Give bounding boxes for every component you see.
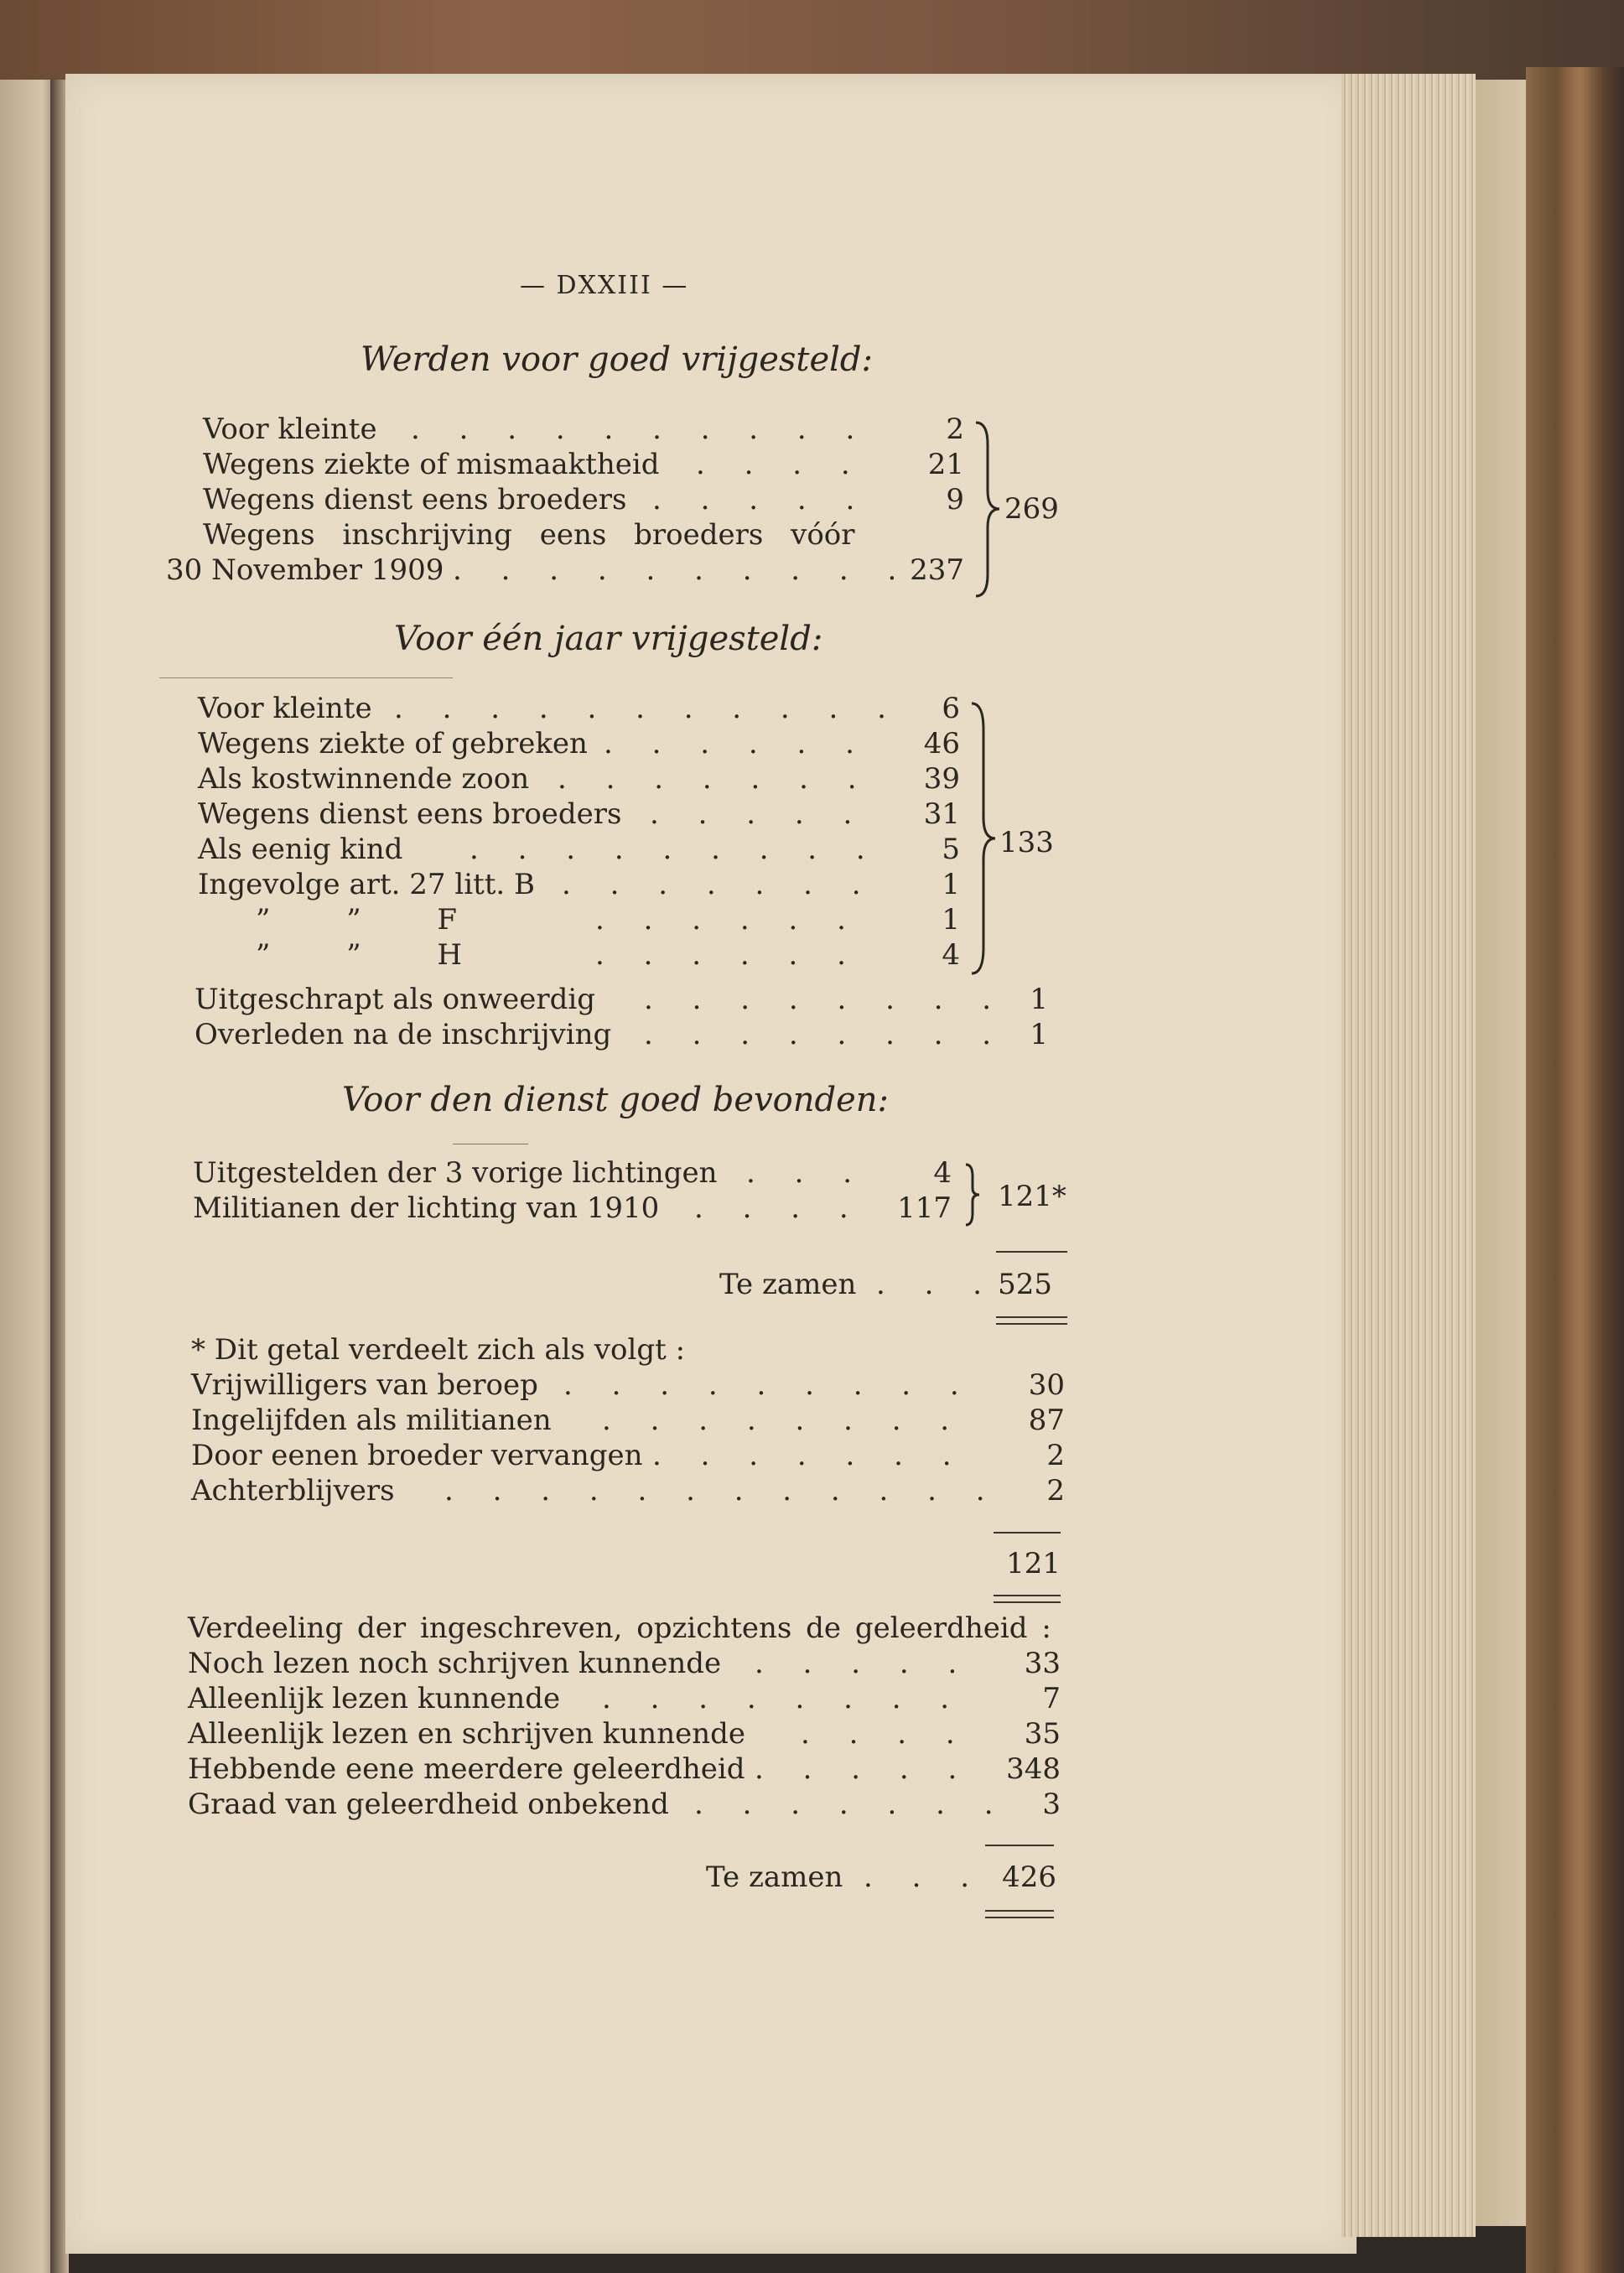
s4-intro: * Dit getal verdeelt zich als volgt : (191, 1333, 686, 1367)
s4-row3-dots: . . . . . . . . . . . . (444, 1474, 1000, 1508)
s5-row4-label: Graad van geleerdheid onbekend (188, 1788, 669, 1821)
s4-row2-dots: . . . . . . . (652, 1439, 967, 1472)
s5-row1-dots: . . . . . . . . (602, 1682, 965, 1715)
s2-row6-label: ” ” F (256, 903, 457, 937)
s5-row0-value: 33 (1024, 1647, 1061, 1680)
s2-row7-value: 4 (942, 938, 960, 972)
s5-sum-double-rule (985, 1910, 1054, 1918)
s3-sum-double-rule (996, 1316, 1067, 1325)
s1-total: 269 (1004, 492, 1059, 526)
s1-row3-label: Wegens inschrijving eens broeders vóór (203, 518, 855, 552)
s2-extra1-value: 1 (1030, 1018, 1048, 1051)
s5-row2-value: 35 (1024, 1717, 1061, 1751)
s2-row1-label: Wegens ziekte of gebreken (198, 727, 588, 760)
s1-brace (973, 419, 1006, 599)
s2-row1-value: 46 (923, 727, 960, 760)
s4-sum-rule (994, 1532, 1061, 1533)
s4-row3-label: Achterblijvers (191, 1474, 395, 1508)
s4-row1-value: 87 (1028, 1404, 1065, 1437)
s5-row2-label: Alleenlijk lezen en schrijven kunnende (188, 1717, 745, 1751)
s2-row7-label: ” ” H (256, 938, 463, 972)
s2-row2-label: Als kostwinnende zoon (198, 762, 530, 796)
s2-row6-value: 1 (942, 903, 960, 937)
s2-row2-value: 39 (923, 762, 960, 796)
s5-sum-rule (985, 1845, 1054, 1846)
section2-rule (159, 677, 453, 678)
s2-row5-value: 1 (942, 868, 960, 901)
s4-row0-label: Vrijwilligers van beroep (191, 1368, 538, 1402)
s5-row0-dots: . . . . . (755, 1647, 973, 1680)
page-edges (1341, 74, 1476, 2237)
s5-sum-value: 426 (1002, 1860, 1056, 1894)
s1-row2-dots: . . . . . (652, 483, 870, 516)
s2-total: 133 (999, 826, 1054, 859)
s3-row1-value: 117 (897, 1191, 952, 1225)
s1-row4-dots: . . . . . . . . . . (453, 553, 912, 587)
s3-row0-label: Uitgestelden der 3 vorige lichtingen (193, 1156, 718, 1190)
s1-row2-label: Wegens dienst eens broeders (203, 483, 627, 516)
s3-row1-label: Militianen der lichting van 1910 (193, 1191, 660, 1225)
s1-row1-value: 21 (927, 448, 964, 481)
s2-row0-value: 6 (942, 692, 960, 725)
s2-row1-dots: . . . . . . (604, 727, 869, 760)
s5-sum-label: Te zamen (706, 1860, 843, 1894)
s3-sum-rule (996, 1251, 1067, 1253)
s2-row0-label: Voor kleinte (198, 692, 372, 725)
s4-row0-dots: . . . . . . . . . (563, 1368, 974, 1402)
page-number: — DXXIII — (520, 271, 689, 300)
s1-row1-label: Wegens ziekte of mismaaktheid (203, 448, 660, 481)
s2-row3-dots: . . . . . (650, 797, 868, 831)
s5-row3-label: Hebbende eene meerdere geleerdheid (188, 1752, 745, 1786)
s3-total: 121* (998, 1180, 1066, 1213)
section3-title: Voor den dienst goed bevonden: (342, 1081, 890, 1119)
s4-row2-value: 2 (1046, 1439, 1065, 1472)
s4-row0-value: 30 (1028, 1368, 1065, 1402)
s5-row4-dots: . . . . . . . (694, 1788, 1009, 1821)
s5-row0-label: Noch lezen noch schrijven kunnende (188, 1647, 722, 1680)
s2-row5-dots: . . . . . . . (562, 868, 876, 901)
s3-row0-value: 4 (933, 1156, 952, 1190)
s2-row4-value: 5 (942, 833, 960, 866)
section1-title: Werden voor goed vrijgesteld: (361, 340, 874, 379)
s3-sum-label: Te zamen (719, 1268, 857, 1301)
s2-row3-label: Wegens dienst eens broeders (198, 797, 622, 831)
s2-row3-value: 31 (923, 797, 960, 831)
s2-brace (968, 700, 1002, 977)
s3-sum-dots: . . . (876, 1268, 998, 1301)
s2-row6-dots: . . . . . . (595, 903, 861, 937)
s2-extra0-dots: . . . . . . . . (644, 983, 1007, 1016)
s1-row2-value: 9 (946, 483, 964, 516)
s4-double-rule (994, 1595, 1061, 1603)
s1-row4-value: 237 (910, 553, 964, 587)
s3-sum-value: 525 (998, 1268, 1052, 1301)
s5-row1-label: Alleenlijk lezen kunnende (188, 1682, 561, 1715)
s5-row3-value: 348 (1006, 1752, 1061, 1786)
s2-row4-label: Als eenig kind (198, 833, 403, 866)
s2-row2-dots: . . . . . . . (558, 762, 872, 796)
s3-row0-dots: . . . (746, 1156, 868, 1190)
s4-row1-dots: . . . . . . . . (602, 1404, 965, 1437)
s4-row3-value: 2 (1046, 1474, 1065, 1508)
s2-extra0-value: 1 (1030, 983, 1048, 1016)
section2-title: Voor één jaar vrijgesteld: (394, 620, 823, 658)
book-cover-right (1526, 67, 1624, 2273)
s4-total: 121 (1006, 1547, 1061, 1580)
s3-row1-dots: . . . . (694, 1191, 864, 1225)
s2-row5-label: Ingevolge art. 27 litt. B (198, 868, 536, 901)
s4-row1-label: Ingelijfden als militianen (191, 1404, 552, 1437)
s5-row4-value: 3 (1042, 1788, 1061, 1821)
s5-row2-dots: . . . . (801, 1717, 970, 1751)
s4-row2-label: Door eenen broeder vervangen (191, 1439, 643, 1472)
s1-row0-label: Voor kleinte (203, 413, 377, 446)
s1-row1-dots: . . . . (696, 448, 865, 481)
s5-sum-dots: . . . (864, 1860, 985, 1894)
s2-row7-dots: . . . . . . (595, 938, 861, 972)
s3-brace (962, 1161, 988, 1228)
book-cover-top (0, 0, 1624, 80)
s2-extra1-dots: . . . . . . . . (644, 1018, 1007, 1051)
s2-row4-dots: . . . . . . . . . (470, 833, 880, 866)
s5-row1-value: 7 (1042, 1682, 1061, 1715)
s2-row0-dots: . . . . . . . . . . . (394, 692, 901, 725)
s1-row0-value: 2 (946, 413, 964, 446)
s5-row3-dots: . . . . . (755, 1752, 973, 1786)
s5-intro: Verdeeling der ingeschreven, opzichtens de geleerdheid : (188, 1611, 1051, 1645)
s1-row0-dots: . . . . . . . . . . (411, 413, 870, 446)
s1-row4-label: 30 November 1909 (166, 553, 444, 587)
s2-extra1-label: Overleden na de inschrijving (195, 1018, 612, 1051)
s2-extra0-label: Uitgeschrapt als onweerdig (195, 983, 595, 1016)
